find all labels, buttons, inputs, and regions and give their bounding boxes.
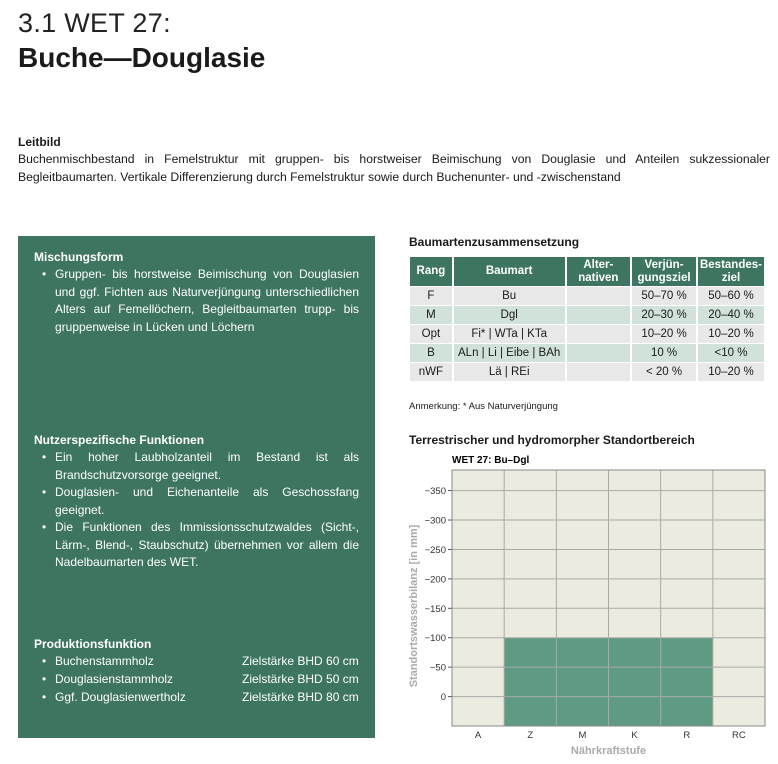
table-cell: B <box>410 344 452 362</box>
y-tick-label: −300 <box>424 515 446 527</box>
section-number: 3.1 WET 27: <box>18 8 171 38</box>
baumarten-title: Baumartenzusammensetzung <box>409 235 580 249</box>
table-note: Anmerkung: * Aus Naturverjüngung <box>409 401 558 412</box>
table-cell: 10 % <box>632 344 696 362</box>
x-tick-label: R <box>683 730 691 741</box>
table-cell: Dgl <box>454 306 565 324</box>
x-tick-label: RC <box>732 730 746 741</box>
y-tick-label: −350 <box>424 486 446 498</box>
y-tick-label: −50 <box>429 662 446 674</box>
list-item: • Douglasien- und Eichenanteile als Geschossfang geeignet. <box>42 485 359 517</box>
list-item: • Ggf. Douglasienwertholz Zielstärke BHD 80 cm <box>42 690 359 704</box>
column-header: Bestandes- ziel <box>698 257 764 286</box>
table-cell <box>567 325 631 343</box>
table-cell: 10–20 % <box>698 325 764 343</box>
bullet-icon: • <box>42 654 47 668</box>
table-cell: Fi* | WTa | KTa <box>454 325 565 343</box>
y-tick-label: −200 <box>424 574 446 586</box>
bullet-icon: • <box>42 672 47 686</box>
nutzer-heading: Nutzerspezifische Funktionen <box>34 433 205 447</box>
table-row <box>410 344 764 362</box>
standort-chart <box>402 450 774 760</box>
column-header: Verjün- gungsziel <box>632 257 696 286</box>
table-cell: 10–20 % <box>698 363 764 381</box>
table-cell: 10–20 % <box>632 325 696 343</box>
y-tick-label: −100 <box>424 633 446 645</box>
table-cell: 20–30 % <box>632 306 696 324</box>
table-cell: 50–70 % <box>632 287 696 305</box>
table-cell: < 20 % <box>632 363 696 381</box>
leitbild-heading: Leitbild <box>18 135 61 149</box>
table-cell <box>567 306 631 324</box>
y-tick-label: −250 <box>424 544 446 556</box>
mischungsform-list <box>34 266 359 336</box>
list-item: • Buchenstammholz Zielstärke BHD 60 cm <box>42 654 359 668</box>
x-tick-label: K <box>631 730 638 741</box>
info-panel <box>18 236 375 738</box>
x-tick-label: Z <box>527 730 534 741</box>
page-title: Buche—Douglasie <box>18 42 266 73</box>
table-row <box>410 325 764 343</box>
table-cell: M <box>410 306 452 324</box>
chart-title: WET 27: Bu–Dgl <box>452 455 530 466</box>
table-header-row <box>410 257 764 286</box>
produktion-list <box>34 652 359 706</box>
list-item: • Ein hoher Laubholzanteil im Bestand ist als Brandschutzvorsorge geeignet. <box>42 450 359 482</box>
table-cell: <10 % <box>698 344 764 362</box>
table-cell: F <box>410 287 452 305</box>
x-tick-label: M <box>578 730 587 741</box>
bullet-icon: • <box>42 520 47 534</box>
table-cell: Lä | REi <box>454 363 565 381</box>
table-cell <box>567 363 631 381</box>
table-row <box>410 306 764 324</box>
bullet-icon: • <box>42 450 47 464</box>
list-item: • Gruppen- bis horstweise Beimischung von Douglasien und ggf. Fichten aus Naturverjüngung unterschiedlichen Alters auf Femellöchern, Begleitbaumarten trupp- bis gruppenweise in Lücken und Löchern <box>42 267 359 334</box>
leitbild-text: Buchenmischbestand in Femelstruktur mit gruppen- bis horstweiser Beimischung von Douglasie und Anteilen sukzessionaler Begleitbaumarten. Vertikale Differenzierung durch Femelstruktur sowie durch Buchenunter- und -zwischenstand <box>18 152 770 184</box>
list-item: • Die Funktionen des Immissionsschutzwaldes (Sicht-, Lärm-, Blend-, Staubschutz) übernehmen vor allem die Nadelbaumarten des WET. <box>42 520 359 569</box>
table-cell: Opt <box>410 325 452 343</box>
chart-svg <box>402 450 774 760</box>
x-axis-label: Nährkraftstufe <box>570 745 647 757</box>
x-tick-label: A <box>474 730 482 741</box>
baumarten-table <box>408 256 766 382</box>
table-row <box>410 363 764 381</box>
y-tick-label: 0 <box>440 692 446 704</box>
column-header: Alter- nativen <box>567 257 631 286</box>
produktion-heading: Produktionsfunktion <box>34 637 152 651</box>
column-header: Baumart <box>454 257 565 286</box>
table-cell: ALn | Li | Eibe | BAh <box>454 344 565 362</box>
table-row <box>410 287 764 305</box>
column-header: Rang <box>410 257 452 286</box>
bullet-icon: • <box>42 690 47 704</box>
list-item: • Douglasienstammholz Zielstärke BHD 50 cm <box>42 672 359 686</box>
bullet-icon: • <box>42 485 47 499</box>
table-cell <box>567 344 631 362</box>
bullet-icon: • <box>42 267 47 281</box>
nutzer-list <box>34 449 359 572</box>
y-axis-label: Standortswasserbilanz [in mm] <box>408 524 420 688</box>
standort-title: Terrestrischer und hydromorpher Standortbereich <box>409 433 695 447</box>
table-cell: Bu <box>454 287 565 305</box>
mischungsform-heading: Mischungsform <box>34 250 124 264</box>
table-cell: nWF <box>410 363 452 381</box>
table-cell: 20–40 % <box>698 306 764 324</box>
table-cell <box>567 287 631 305</box>
y-tick-label: −150 <box>424 603 446 615</box>
table-cell: 50–60 % <box>698 287 764 305</box>
